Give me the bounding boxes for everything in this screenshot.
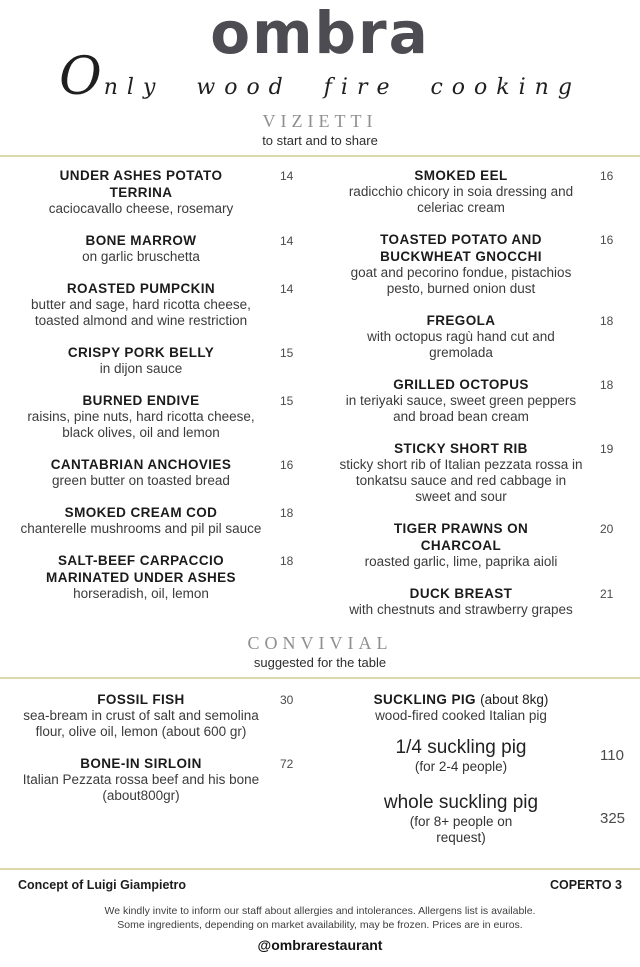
menu-item — [8, 392, 316, 441]
menu-item — [328, 585, 636, 618]
item-name: SMOKED CREAM COD — [64, 505, 218, 520]
menu-item — [8, 456, 316, 489]
item-price: 14 — [280, 282, 294, 296]
ingredients-note: Some ingredients, depending on market availability, may be frozen. Prices are in euros. — [117, 919, 523, 931]
menu-item — [8, 344, 316, 377]
item-desc: wood-fired cooked Italian pig — [375, 708, 547, 723]
item-name: BURNED ENDIVE — [82, 393, 200, 408]
item-name — [331, 691, 591, 708]
item-name: BONE MARROW — [85, 233, 197, 248]
item-price: 18 — [280, 506, 294, 520]
social-handle: @ombrarestaurant — [257, 937, 383, 953]
item-desc: with chestnuts and strawberry grapes — [349, 602, 573, 617]
option-name: 1/4 suckling pig — [395, 737, 527, 758]
item-price: 20 — [600, 522, 614, 536]
menu-item — [328, 520, 636, 570]
item-name-note: (about 8kg) — [480, 692, 549, 707]
section-title: VIZIETTI — [262, 111, 378, 131]
item-price: 110 — [600, 747, 624, 764]
convivial-columns — [0, 679, 640, 862]
allergy-note: We kindly invite to inform our staff about allergies and intolerances. Allergens list is available. — [104, 905, 536, 917]
item-desc: horseradish, oil, lemon — [73, 586, 209, 601]
item-price: 14 — [280, 169, 294, 183]
item-price: 325 — [600, 810, 626, 827]
vizietti-left-column — [0, 167, 320, 633]
item-price: 19 — [600, 442, 614, 456]
item-name: GRILLED OCTOPUS — [393, 377, 529, 392]
menu-item-option — [328, 791, 636, 846]
option-name: whole suckling pig — [383, 792, 539, 813]
item-price: 30 — [280, 693, 294, 707]
menu-item — [8, 167, 316, 217]
brand-tagline: Only wood fire cooking — [59, 47, 581, 107]
menu-item — [328, 376, 636, 425]
item-desc: butter and sage, hard ricotta cheese, toasted almond and wine restriction — [31, 297, 251, 328]
menu-item — [328, 231, 636, 297]
item-price: 16 — [600, 169, 614, 183]
item-name-main: SUCKLING PIG — [373, 692, 476, 707]
item-name: TIGER PRAWNS ON CHARCOAL — [393, 521, 529, 553]
item-name: CRISPY PORK BELLY — [67, 345, 215, 360]
item-price-spacer — [594, 691, 636, 693]
item-price: 15 — [280, 346, 294, 360]
item-name: FREGOLA — [426, 313, 496, 328]
item-desc: roasted garlic, lime, paprika aioli — [364, 554, 558, 569]
menu-item — [8, 755, 316, 804]
brand-logo: ombra — [210, 0, 430, 67]
item-desc: goat and pecorino fondue, pistachios pesto, burned onion dust — [350, 265, 572, 296]
item-desc: chanterelle mushrooms and pil pil sauce — [20, 521, 262, 536]
menu-item — [328, 440, 636, 505]
coperto-label: COPERTO 3 — [549, 878, 622, 892]
item-desc: radicchio chicory in soia dressing and celeriac cream — [348, 184, 574, 215]
item-price: 18 — [600, 378, 614, 392]
option-note: (for 2-4 people) — [414, 759, 508, 774]
section-head-convivial — [0, 633, 640, 671]
convivial-right-column — [320, 691, 640, 862]
item-price: 16 — [280, 458, 294, 472]
item-name: TOASTED POTATO AND BUCKWHEAT GNOCCHI — [380, 232, 542, 264]
item-price: 72 — [280, 757, 294, 771]
item-name: SMOKED EEL — [414, 168, 508, 183]
menu-header — [0, 0, 640, 149]
item-name: ROASTED PUMPCKIN — [66, 281, 216, 296]
item-name: DUCK BREAST — [409, 586, 513, 601]
item-price: 21 — [600, 587, 614, 601]
item-name: FOSSIL FISH — [97, 692, 185, 707]
item-price: 18 — [280, 554, 294, 568]
vizietti-right-column — [320, 167, 640, 633]
menu-item — [328, 312, 636, 361]
item-price: 16 — [600, 233, 614, 247]
item-name: BONE-IN SIRLOIN — [80, 756, 202, 771]
concept-credit: Concept of Luigi Giampietro — [18, 878, 187, 892]
menu-item — [8, 232, 316, 265]
item-price: 14 — [280, 234, 294, 248]
menu-item — [328, 167, 636, 216]
item-desc: caciocavallo cheese, rosemary — [48, 201, 234, 216]
menu-footer — [0, 862, 640, 967]
menu-item — [8, 280, 316, 329]
menu-item — [8, 504, 316, 537]
item-desc: in dijon sauce — [99, 361, 183, 376]
item-desc: on garlic bruschetta — [82, 249, 200, 264]
menu-item-option — [328, 736, 636, 775]
item-desc: Italian Pezzata rossa beef and his bone (about800gr) — [22, 772, 260, 803]
item-price: 15 — [280, 394, 294, 408]
item-desc: raisins, pine nuts, hard ricotta cheese, black olives, oil and lemon — [27, 409, 255, 440]
menu-item — [8, 691, 316, 740]
menu-item — [8, 552, 316, 602]
item-name: UNDER ASHES POTATO TERRINA — [59, 168, 223, 200]
section-title: CONVIVIAL — [247, 633, 393, 653]
section-subtitle: to start and to share — [262, 133, 378, 148]
section-subtitle: suggested for the table — [253, 655, 387, 670]
item-desc: sea-bream in crust of salt and semolina flour, olive oil, lemon (about 600 gr) — [23, 708, 259, 739]
item-desc: in teriyaki sauce, sweet green peppers and broad bean cream — [345, 393, 577, 424]
option-note: (for 8+ people on request) — [409, 814, 513, 845]
item-name: CANTABRIAN ANCHOVIES — [50, 457, 232, 472]
item-name: STICKY SHORT RIB — [394, 441, 528, 456]
item-price: 18 — [600, 314, 614, 328]
section-head-vizietti — [0, 111, 640, 149]
convivial-left-column — [0, 691, 320, 862]
item-desc: green butter on toasted bread — [52, 473, 230, 488]
item-name: SALT-BEEF CARPACCIO MARINATED UNDER ASHES — [46, 553, 236, 585]
menu-item-suckling-pig — [328, 691, 636, 724]
item-desc: sticky short rib of Italian pezzata rossa in tonkatsu sauce and red cabbage in sweet and sour — [339, 457, 583, 504]
footer-notes — [0, 904, 640, 932]
item-desc: with octopus ragù hand cut and gremolada — [367, 329, 555, 360]
vizietti-columns — [0, 157, 640, 633]
